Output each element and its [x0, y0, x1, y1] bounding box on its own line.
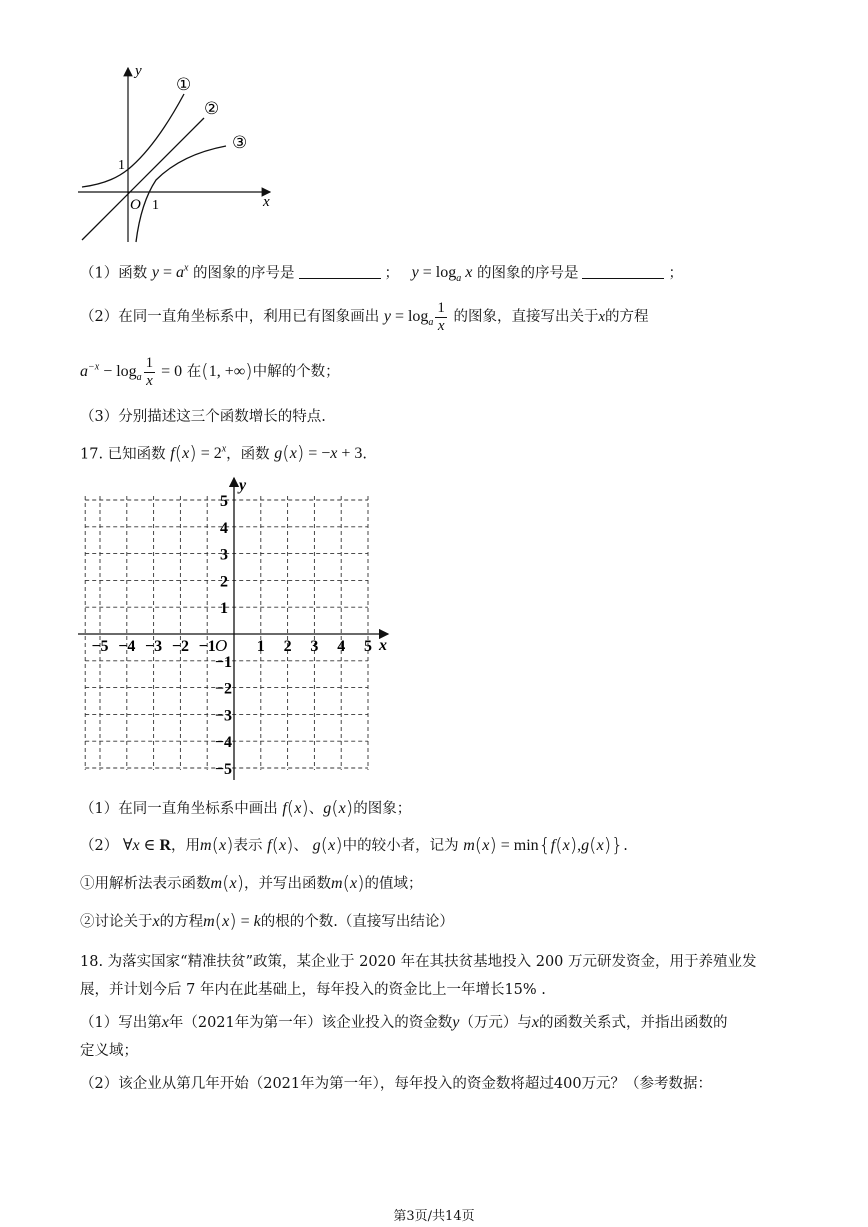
- grid-y-neg-tick: −5: [214, 761, 232, 778]
- grid-y-neg-tick: −2: [214, 680, 232, 698]
- grid-y-tick: 5: [220, 493, 228, 510]
- grid-y-tick: 2: [220, 573, 228, 591]
- q17-sub2: ②讨论关于x的方程m(x) = k的根的个数.（直接写出结论）: [80, 910, 454, 932]
- grid-y-label: y: [239, 477, 247, 494]
- answer-blank-2[interactable]: [582, 264, 664, 279]
- grid-y-neg-tick: −1: [214, 653, 232, 671]
- figure-three-curves: [70, 60, 290, 250]
- grid-y-tick: 1: [220, 600, 228, 618]
- formula-min: m(x) = min{f(x),g(x)}: [463, 834, 624, 856]
- grid-x-neg-tick: −5: [91, 638, 109, 655]
- formula-log-recip: $y = \log_a$ $\frac{1}{x}$: [383, 300, 445, 334]
- q17-stem: 17. 已知函数 $f(x) = 2^x$，函数 g(x) = −x + 3.: [80, 442, 368, 465]
- curve-label-1: ①: [176, 75, 192, 94]
- grid-x-neg-tick: −1: [198, 638, 216, 655]
- q17-part1: （1）在同一直角坐标系中画出 f(x)、g(x)的图象；: [80, 797, 412, 819]
- q17-part2: （2） ∀x ∈ R，用m(x)表示 f(x)、 g(x)中的较小者，记为 m(x) = min{f(x),g(x)}.: [80, 834, 628, 856]
- grid-x-tick: 3: [310, 638, 319, 655]
- formula-g: g(x) = −x + 3: [274, 442, 363, 465]
- grid-x-neg-tick: −3: [145, 638, 163, 655]
- page-footer: 第3页/共14页: [393, 1209, 475, 1224]
- q18-part1-cont: 定义域；: [80, 1043, 138, 1059]
- q17-sub1: ①用解析法表示函数m(x)，并写出函数m(x)的值域；: [80, 872, 423, 894]
- coordinate-grid: [76, 474, 396, 784]
- curve-1-exponential: [82, 94, 184, 187]
- grid-y-tick: 3: [220, 546, 228, 564]
- answer-blank-1[interactable]: [299, 264, 381, 279]
- grid-y-neg-tick: −3: [214, 707, 232, 725]
- grid-x-neg-tick: −2: [171, 638, 189, 655]
- grid-x-label: x: [379, 637, 387, 654]
- formula-interval: (1, +∞): [201, 360, 253, 383]
- curve-2-linear: [82, 118, 204, 240]
- curve-label-2: ②: [204, 99, 220, 118]
- formula-f: $f(x) = 2^x$: [170, 442, 227, 465]
- origin-label: O: [130, 197, 141, 213]
- grid-origin-label: O: [215, 636, 228, 655]
- grid-x-tick: 5: [364, 638, 372, 655]
- x-axis-label: x: [263, 194, 270, 210]
- q16-part2-line2: $a^{-x} - \log_a$ $\frac{1}{x}$ = 0 在(1, +∞)中解的个数；: [80, 355, 340, 389]
- formula-equation: $a^{-x} - \log_a$ $\frac{1}{x}$ = 0: [80, 355, 183, 389]
- grid-x-tick: 1: [256, 638, 265, 655]
- q18-part2: （2）该企业从第几年开始（2021年为第一年），每年投入的资金数将超过400万元？（参考数据：: [80, 1076, 713, 1092]
- grid-x-tick: 2: [283, 638, 292, 655]
- grid-x-tick: 4: [337, 638, 346, 655]
- formula-exp: $y = a^x$: [151, 263, 189, 282]
- q18-line2: 展，并计划今后 7 年内在此基础上，每年投入的资金比上一年增长15% .: [80, 982, 546, 998]
- tick-x-1: 1: [152, 198, 159, 213]
- grid-y-tick: 4: [220, 519, 228, 537]
- tick-y-1: 1: [118, 158, 125, 173]
- q16-part2-line1: （2）在同一直角坐标系中，利用已有图象画出 $y = \log_a$ $\frac{1}{x}$ 的图象，直接写出关于x的方程: [80, 300, 649, 334]
- curve-label-3: ③: [232, 133, 248, 152]
- y-axis-label: y: [135, 63, 142, 79]
- grid-y-neg-tick: −4: [214, 734, 232, 752]
- grid-dashed-lines: [85, 496, 368, 770]
- q16-part1: （1）函数 $y = a^x$ 的图象的序号是 ； $y = \log_a x$ 的图象的序号是 ；: [80, 263, 683, 285]
- q16-part3: （3）分别描述这三个函数增长的特点.: [80, 409, 326, 425]
- curve-3-logarithmic: [136, 146, 226, 242]
- grid-x-neg-tick: −4: [118, 638, 136, 655]
- q18-line1: 18. 为落实国家“精准扶贫”政策，某企业于 2020 年在其扶贫基地投入 200 万元研发资金，用于养殖业发: [80, 954, 757, 970]
- grid-tick-labels: [91, 493, 372, 778]
- formula-log: $y = \log_a x$: [411, 264, 473, 285]
- q18-part1: （1）写出第x年（2021年为第一年）该企业投入的资金数y（万元）与x的函数关系式，并指出函数的: [80, 1014, 728, 1031]
